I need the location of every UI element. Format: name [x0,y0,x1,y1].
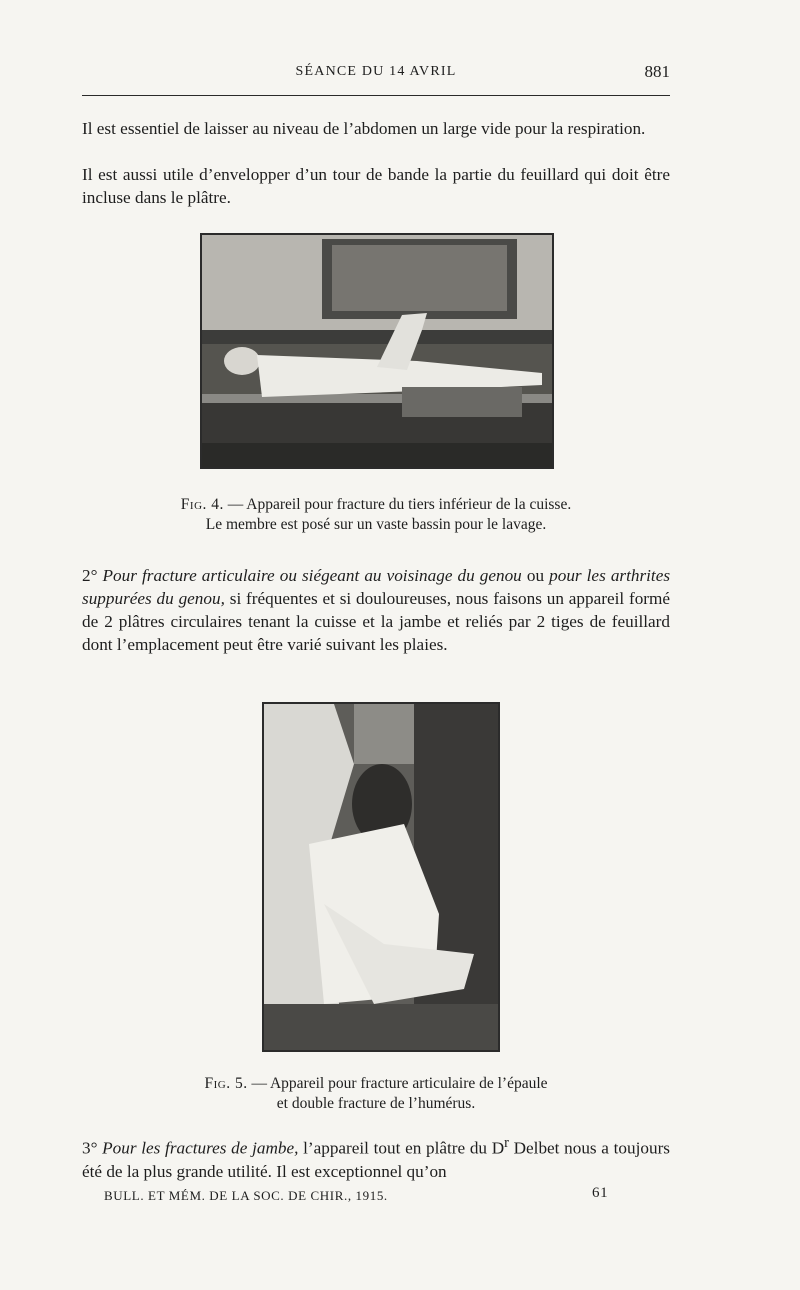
paragraph-text: si fréquentes et si douloureuses, nous faisons un appareil formé de 2 plâtres circulaires tenant la cuisse et la jambe et reliés par 2 tiges de feuillard dont l’emplacement peut être varié suivant les plaies. [82,589,671,654]
sheet-number: 61 [592,1185,609,1201]
figure-4-label: Fig. 4. [180,496,224,513]
page-number: 881 [644,62,670,81]
header-rule [82,95,670,96]
paragraph-text: l’appareil tout en plâtre du D [303,1138,505,1158]
paragraph-italic: pour les arthrites suppurées du genou, [82,566,671,608]
figure-5-label: Fig. 5. [204,1075,248,1092]
paragraph-italic: Pour les fractures de jambe, [102,1138,299,1158]
figure-4-illustration [202,235,552,467]
paragraph-knee [82,564,670,656]
figure-5-photo [262,702,500,1052]
figure-5-caption-text: — Appareil pour fracture articulaire de l’épaule [251,1075,548,1092]
paragraph-italic: Pour fracture articulaire ou siégeant au voisinage du genou [102,566,522,585]
figure-4-caption [82,495,670,535]
journal-reference: BULL. ET MÉM. DE LA SOC. DE CHIR., 1915. [104,1188,388,1203]
page-header [82,62,670,86]
paragraph-text: Il est essentiel de laisser au niveau de l’abdomen un large vide pour la respiration. [82,119,646,138]
figure-4-caption-text: — Appareil pour fracture du tiers inférieur de la cuisse. [227,496,572,513]
running-title: SÉANCE DU 14 AVRIL [295,64,457,79]
paragraph-number: 2° [82,566,98,585]
paragraph-text: ou [526,566,545,585]
paragraph-leg [82,1132,670,1183]
paragraph-text: Delbet nous a toujours été de la plus grande utilité. Il est exceptionnel qu’on [82,1138,670,1181]
paragraph-text: Il est aussi utile d’envelopper d’un tour de bande la partie du feuillard qui doit être incluse dans le plâtre. [82,165,670,207]
figure-5-illustration [264,704,498,1050]
figure-4-caption-line-2: Le membre est posé sur un vaste bassin pour le lavage. [205,516,547,533]
superscript: r [504,1135,509,1151]
figure-4-caption-line-1 [82,495,670,515]
figure-5-caption-line-2: et double fracture de l’humérus. [276,1095,476,1112]
figure-5-caption-line-1 [82,1074,670,1094]
page-footer [82,1185,670,1205]
figure-4-photo [200,233,554,469]
paragraph-number: 3° [82,1138,98,1158]
figure-5-caption [82,1074,670,1114]
paragraph-bandage [82,163,670,209]
paragraph-abdomen [82,117,670,140]
